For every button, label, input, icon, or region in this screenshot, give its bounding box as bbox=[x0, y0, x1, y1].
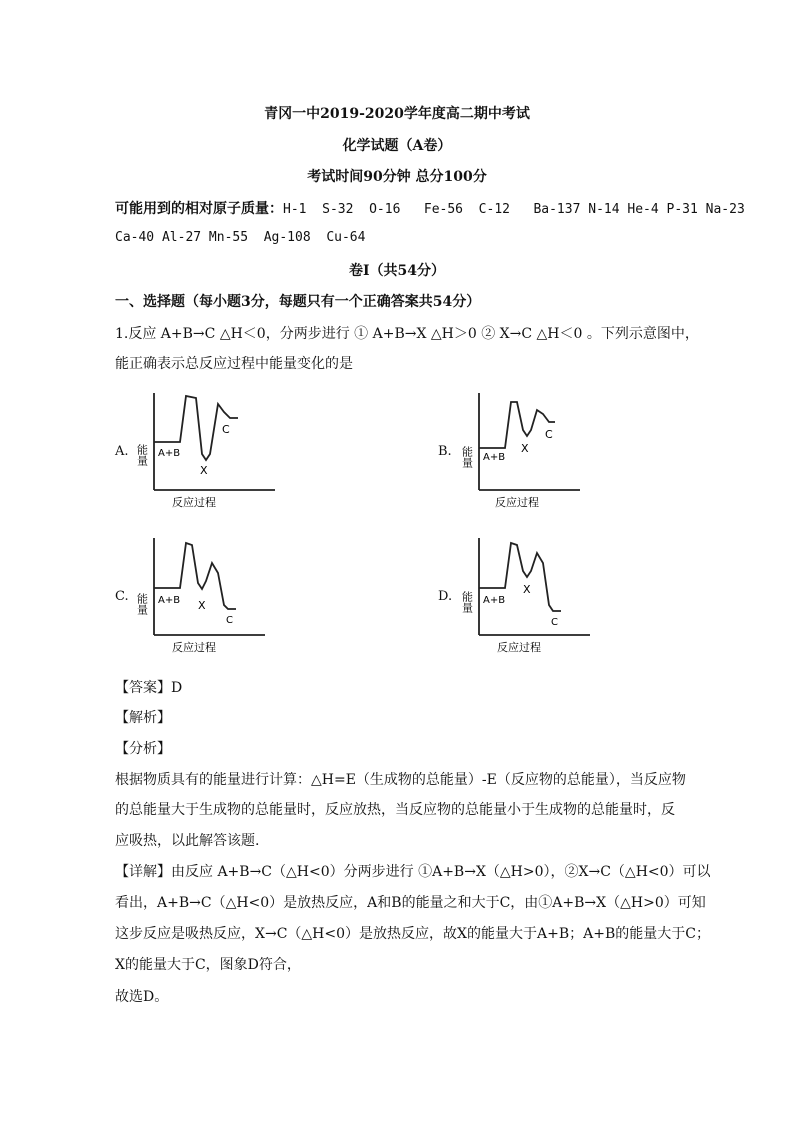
option-b-curve bbox=[479, 402, 555, 448]
option-c-label: C. bbox=[115, 589, 129, 604]
analysis-title: 【解析】 bbox=[115, 710, 171, 726]
option-d-intermediate: X bbox=[523, 583, 531, 596]
option-a-diagram bbox=[135, 388, 280, 513]
question1-line1: 1.反应 A+B→C △H＜0，分两步进行 ① A+B→X △H＞0 ② X→C △H＜0 。下列示意图中， bbox=[115, 326, 699, 342]
option-c-reactant: A+B bbox=[158, 595, 181, 606]
detail-line: 这步反应是吸热反应，X→C（△H<0）是放热反应，故X的能量大于A+B；A+B的能量大于C； bbox=[115, 926, 710, 942]
detail-line: X的能量大于C，图象D符合， bbox=[115, 957, 301, 973]
option-a-label: A. bbox=[115, 444, 129, 459]
analysis-line: 根据物质具有的能量进行计算：△H=E（生成物的总能量）-E（反应物的总能量），当反应物 bbox=[115, 772, 686, 788]
atomic-masses-label: 可能用到的相对原子质量： bbox=[115, 201, 283, 217]
atomic-masses-values2: Ca-40 Al-27 Mn-55 Ag-108 Cu-64 bbox=[115, 230, 366, 245]
option-c-x-label: 反应过程 bbox=[172, 641, 216, 654]
section-title: 一、选择题（每小题3分，每题只有一个正确答案共54分） bbox=[115, 294, 481, 310]
detail-line: 看出，A+B→C（△H<0）是放热反应，A和B的能量之和大于C，由①A+B→X（△H>0）可知 bbox=[115, 895, 706, 911]
option-c-product: C bbox=[226, 615, 233, 626]
analysis-subtitle: 【分析】 bbox=[115, 741, 171, 757]
option-b-intermediate: X bbox=[521, 442, 529, 455]
option-c-y-label: 能量 bbox=[135, 593, 149, 615]
volume-title: 卷Ⅰ（共54分） bbox=[348, 263, 446, 279]
question1-line2: 能正确表示总反应过程中能量变化的是 bbox=[115, 356, 353, 372]
option-b-product: C bbox=[545, 428, 553, 441]
atomic-masses-values1: H-1 S-32 O-16 Fe-56 C-12 Ba-137 N-14 He-4 P-31 Na-23 bbox=[283, 202, 745, 217]
atomic-masses-line1 bbox=[115, 198, 745, 218]
option-b-reactant: A+B bbox=[483, 452, 506, 463]
analysis-line: 的总能量大于生成物的总能量时，反应放热，当反应物的总能量小于生成物的总能量时，反 bbox=[115, 802, 675, 818]
option-d-y-label: 能量 bbox=[460, 591, 474, 613]
option-d-product: C bbox=[551, 617, 558, 628]
answer: 【答案】D bbox=[115, 680, 183, 696]
option-b-y-label: 能量 bbox=[460, 446, 474, 468]
option-a-reactant: A+B bbox=[158, 448, 181, 459]
option-d-reactant: A+B bbox=[483, 595, 506, 606]
page-title: 青冈一中2019-2020学年度高二期中考试 bbox=[264, 106, 530, 122]
option-b-diagram bbox=[460, 388, 590, 513]
option-a-product: C bbox=[222, 423, 230, 436]
option-a-intermediate: X bbox=[200, 464, 208, 477]
detail-line: 【详解】由反应 A+B→C（△H<0）分两步进行 ①A+B→X（△H>0），②X→C（△H<0）可以 bbox=[115, 864, 711, 880]
option-d-x-label: 反应过程 bbox=[497, 641, 541, 654]
option-d-label: D. bbox=[438, 589, 453, 604]
option-d-diagram bbox=[460, 533, 595, 658]
page-subtitle: 化学试题（A卷） bbox=[342, 138, 452, 154]
option-b-label: B. bbox=[438, 444, 452, 459]
exam-time-score: 考试时间90分钟 总分100分 bbox=[307, 169, 487, 185]
option-c-intermediate: X bbox=[198, 599, 206, 612]
conclusion: 故选D。 bbox=[115, 989, 169, 1005]
option-b-x-label: 反应过程 bbox=[495, 496, 539, 509]
analysis-line: 应吸热，以此解答该题. bbox=[115, 833, 260, 849]
option-c-diagram bbox=[135, 533, 270, 658]
option-a-x-label: 反应过程 bbox=[172, 496, 216, 509]
option-a-y-label: 能量 bbox=[135, 444, 149, 466]
